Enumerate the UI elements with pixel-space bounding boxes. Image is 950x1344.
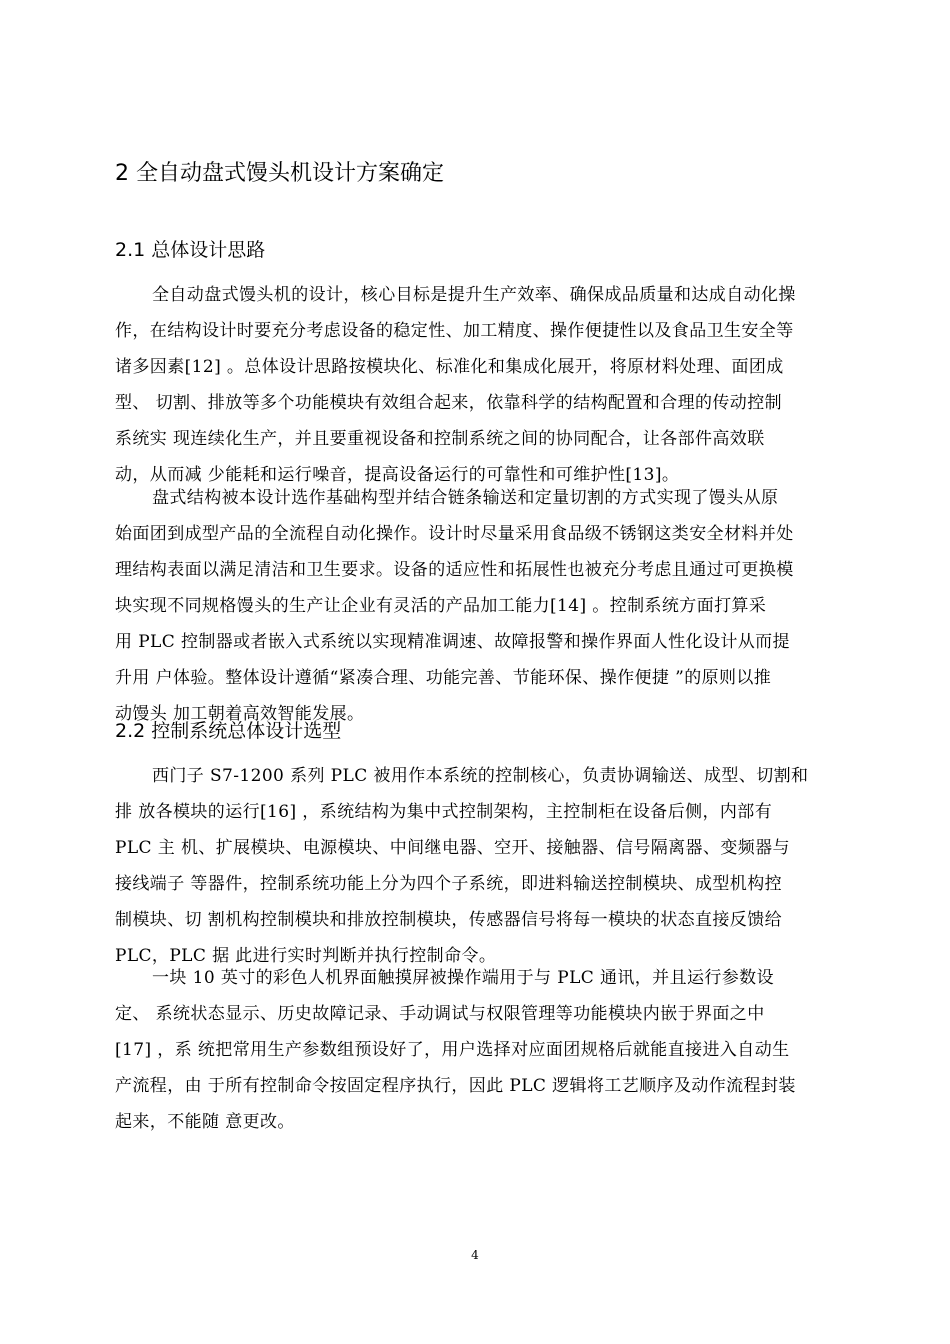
paragraph-line: 西门子 S7-1200 系列 PLC 被用作本系统的控制核心，负责协调输送、成型、切割和 — [152, 766, 809, 786]
paragraph-line: 排 放各模块的运行[16] ，系统结构为集中式控制架构，主控制柜在设备后侧，内部有 — [115, 802, 773, 822]
paragraph-line: 接线端子 等器件，控制系统功能上分为四个子系统，即进料输送控制模块、成型机构控 — [115, 874, 783, 894]
paragraph-disc-structure — [115, 480, 875, 732]
paragraph-line: 动馒头 加工朝着高效智能发展。 — [115, 704, 365, 724]
section-title-2-2: 2.2 控制系统总体设计选型 — [115, 720, 342, 742]
paragraph-line: [17] ，系 统把常用生产参数组预设好了，用户选择对应面团规格后就能直接进入自动生 — [115, 1040, 790, 1060]
paragraph-line: 动，从而减 少能耗和运行噪音，提高设备运行的可靠性和可维护性[13]。 — [115, 465, 680, 485]
paragraph-line: 系统实 现连续化生产，并且要重视设备和控制系统之间的协同配合，让各部件高效联 — [115, 429, 765, 449]
paragraph-line: 起来，不能随 意更改。 — [115, 1112, 295, 1132]
paragraph-line: 用 PLC 控制器或者嵌入式系统以实现精准调速、故障报警和操作界面人性化设计从而提 — [115, 632, 790, 652]
paragraph-hmi — [115, 960, 875, 1140]
section-title-2-1: 2.1 总体设计思路 — [115, 239, 266, 261]
paragraph-line: PLC 主 机、扩展模块、电源模块、中间继电器、空开、接触器、信号隔离器、变频器与 — [115, 838, 790, 858]
paragraph-line: 定、 系统状态显示、历史故障记录、手动调试与权限管理等功能模块内嵌于界面之中 — [115, 1004, 765, 1024]
paragraph-line: 理结构表面以满足清洁和卫生要求。设备的适应性和拓展性也被充分考虑且通过可更换模 — [115, 560, 794, 580]
paragraph-design-goal — [115, 277, 875, 493]
paragraph-line: 始面团到成型产品的全流程自动化操作。设计时尽量采用食品级不锈钢这类安全材料并处 — [115, 524, 794, 544]
chapter-title: 2 全自动盘式馒头机设计方案确定 — [115, 161, 444, 186]
paragraph-plc-core — [115, 758, 875, 974]
paragraph-line: 全自动盘式馒头机的设计，核心目标是提升生产效率、确保成品质量和达成自动化操 — [152, 285, 796, 305]
paragraph-line: 升用 户体验。整体设计遵循“紧凑合理、功能完善、节能环保、操作便捷 ”的原则以推 — [115, 668, 772, 688]
paragraph-line: 块实现不同规格馒头的生产让企业有灵活的产品加工能力[14] 。控制系统方面打算采 — [115, 596, 767, 616]
paragraph-line: 产流程，由 于所有控制命令按固定程序执行，因此 PLC 逻辑将工艺顺序及动作流程封装 — [115, 1076, 796, 1096]
paragraph-line: PLC，PLC 据 此进行实时判断并执行控制命令。 — [115, 946, 497, 966]
paragraph-line: 盘式结构被本设计选作基础构型并结合链条输送和定量切割的方式实现了馒头从原 — [152, 488, 779, 508]
paragraph-line: 诸多因素[12] 。总体设计思路按模块化、标准化和集成化展开，将原材料处理、面团成 — [115, 357, 784, 377]
paragraph-line: 一块 10 英寸的彩色人机界面触摸屏被操作端用于与 PLC 通讯，并且运行参数设 — [152, 968, 774, 988]
page-number: 4 — [471, 1248, 479, 1262]
paragraph-line: 制模块、切 割机构控制模块和排放控制模块，传感器信号将每一模块的状态直接反馈给 — [115, 910, 783, 930]
paragraph-line: 型、 切割、排放等多个功能模块有效组合起来，依靠科学的结构配置和合理的传动控制 — [115, 393, 783, 413]
paragraph-line: 作，在结构设计时要充分考虑设备的稳定性、加工精度、操作便捷性以及食品卫生安全等 — [115, 321, 794, 341]
